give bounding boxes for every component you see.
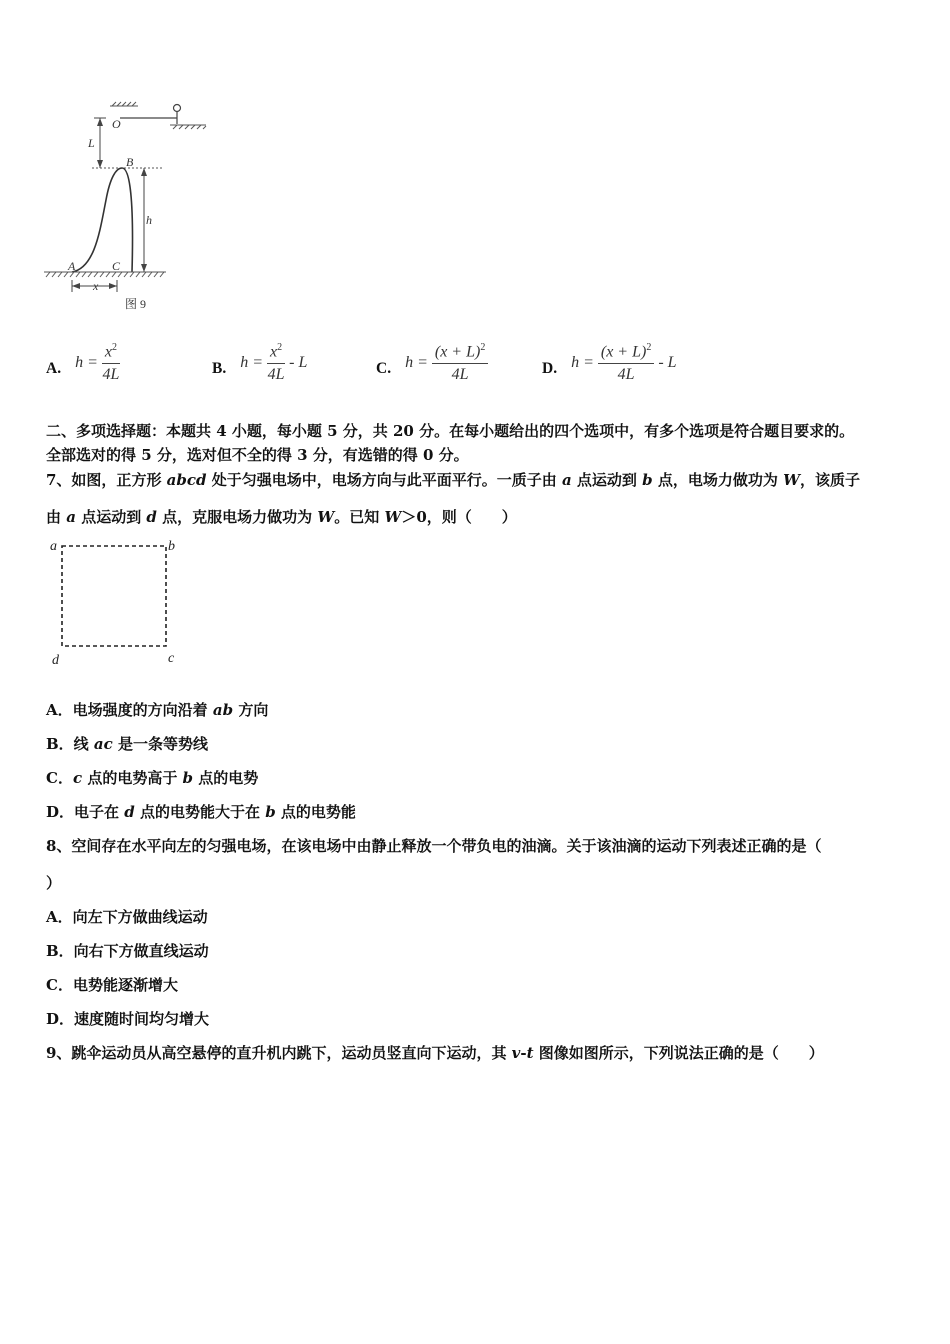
var-d: d [146,508,157,526]
var-b: b [182,769,194,787]
label-B: B [126,155,134,169]
dashed-square [62,546,166,646]
numerator: x [270,343,278,361]
ceiling-hatch [110,102,138,106]
text: C． [46,769,73,787]
q7-stem-line-1 [46,470,860,490]
square-abcd-diagram [44,536,194,671]
figure-9-diagram [40,100,220,315]
q7-stem-line-2 [46,507,517,527]
text: 点的电势 [193,769,259,787]
var-ac: ac [93,735,113,753]
numerator: (x + L) [434,343,481,361]
option-d[interactable] [542,338,677,388]
var-abcd: abcd [166,471,207,489]
var-W: W [317,508,335,526]
text: D．电子在 [46,803,125,821]
option-letter: A. [46,360,62,377]
var-a: a [66,508,76,526]
var-v: v [511,1044,521,1062]
formula-fraction [598,342,654,383]
var-d: d [124,803,135,821]
exponent: 2 [111,342,117,354]
exponent: 2 [480,342,486,354]
label-d: d [52,653,59,668]
var-c: c [72,769,83,787]
text: 。已知 [334,508,385,526]
formula-lhs: h = [75,354,98,371]
denominator: 4L [451,365,469,383]
option-a[interactable] [46,338,120,388]
option-letter: B. [212,360,227,377]
formula-lhs: h = [240,354,264,371]
var-b: b [642,471,653,489]
formula-tail: - L [658,354,677,371]
right-hatch [170,125,206,129]
formula-lhs: h = [571,354,594,371]
q8-stem-line-2: ） [46,874,62,892]
formula-lhs: h = [405,354,428,371]
text: 处于匀强电场中，电场方向与此平面平行。一质子由 [206,471,562,489]
q7-option-d[interactable] [46,802,356,822]
text: 9、跳伞运动员从高空悬停的直升机内跳下，运动员竖直向下运动，其 [46,1044,512,1062]
text: 点，电场力做功为 [652,471,784,489]
var-W: W [384,508,402,526]
label-O: O [112,117,121,131]
section-heading-line-2: 全部选对的得 5 分，选对但不全的得 3 分，有选错的得 0 分。 [46,446,469,464]
text: ，该质子 [799,471,860,489]
label-h: h [146,213,152,227]
text: 由 [46,508,67,526]
label-c: c [168,651,175,666]
var-ab: ab [212,701,234,719]
formula-fraction [432,342,488,383]
formula-fraction [102,342,120,383]
ground-hatch [44,272,166,277]
q6-options [46,338,926,388]
denominator: 4L [267,365,285,383]
var-W: W [783,471,800,489]
label-L: L [88,136,95,150]
section-heading-line-1: 二、多项选择题：本题共 4 小题，每小题 5 分，共 20 分。在每小题给出的四个选项中，有多个选项是符合题目要求的。 [46,422,855,440]
q8-option-d[interactable]: D．速度随时间均匀增大 [46,1010,210,1028]
option-c[interactable] [376,338,488,388]
label-x: x [93,279,99,293]
label-b: b [168,539,175,554]
text: 点运动到 [75,508,147,526]
option-letter: D. [542,360,558,377]
text: 点的电势能大于在 [134,803,266,821]
text: A．电场强度的方向沿着 [46,701,213,719]
text: - [520,1044,527,1062]
text: 点的电势能 [275,803,356,821]
track-curve [72,168,133,272]
text: 7、如图，正方形 [46,471,167,489]
denominator: 4L [102,365,120,383]
q7-option-a[interactable] [46,700,268,720]
text: 点运动到 [571,471,643,489]
text: 图像如图所示，下列说法正确的是（ ） [533,1044,824,1062]
q7-option-b[interactable] [46,734,208,754]
q8-option-b[interactable]: B．向右下方做直线运动 [46,942,209,960]
text: ＞0，则（ ） [401,508,517,526]
formula-fraction [267,342,285,383]
denominator: 4L [617,365,635,383]
text: 点的电势高于 [82,769,183,787]
option-letter: C. [376,360,392,377]
q8-option-c[interactable]: C．电势能逐渐增大 [46,976,178,994]
label-A: A [68,259,76,273]
text: 点，克服电场力做功为 [156,508,318,526]
option-b[interactable] [212,338,307,388]
exponent: 2 [646,342,652,354]
var-a: a [561,471,572,489]
q7-option-c[interactable] [46,768,258,788]
label-a: a [50,539,57,554]
numerator: x [104,343,112,361]
text: B．线 [46,735,94,753]
label-C: C [112,259,121,273]
exponent: 2 [277,342,283,354]
q9-stem [46,1043,824,1063]
formula-tail: - L [289,354,308,371]
q8-stem-line-1: 8、空间存在水平向左的匀强电场，在该电场中由静止释放一个带负电的油滴。关于该油滴的运动下列表述正确的是（ [46,837,822,855]
text: 是一条等势线 [112,735,208,753]
text: 方向 [233,701,269,719]
peg-circle [174,105,181,112]
var-b: b [265,803,276,821]
numerator: (x + L) [600,343,647,361]
figure-caption: 图 9 [125,297,147,311]
var-t: t [526,1044,534,1062]
q8-option-a[interactable]: A．向左下方做曲线运动 [46,908,208,926]
